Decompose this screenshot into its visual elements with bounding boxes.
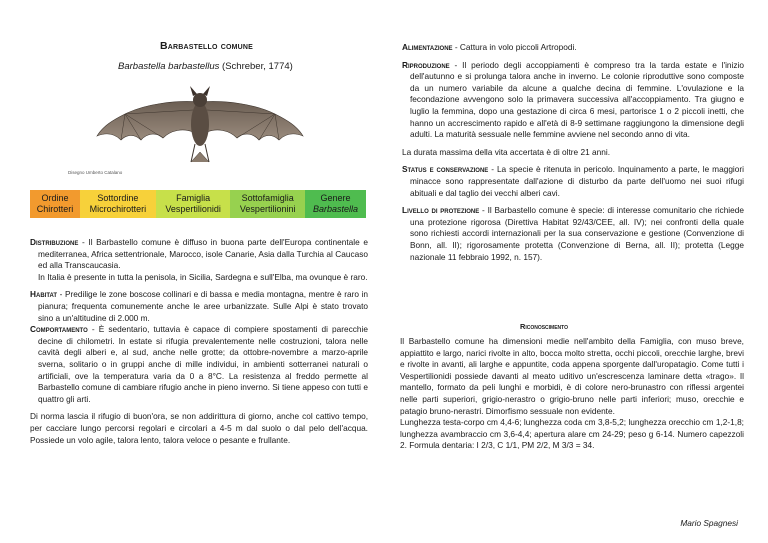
lifespan-paragraph: La durata massima della vita accertata è di oltre 21 anni. <box>402 146 610 157</box>
species-title: Barbastello comune <box>160 40 254 52</box>
section-label: Riproduzione <box>402 59 450 70</box>
section-text: - Il Barbastello comune è specie: di interesse comunitario che richiede una protezione rigorosa (Direttiva Habitat 92/43/CEE, all. IV); nei confronti della quale sono richiesti accordi internazionali per la sua conservazione e gestione (Convenzione di Bonn, all. II); rigorosamente protetta (Convenzione di Berna, all. II); protetta (Legge nazionale 11 febbraio 1992, n. 157). <box>410 205 744 262</box>
status-paragraph <box>402 164 744 199</box>
section-label: Livello di protezione <box>402 205 480 216</box>
behavior-paragraph-2: Di norma lascia il rifugio di buon'ora, se non addirittura di giorno, anche col cattivo tempo, per cacciare lungo percorsi regolari e circolari a 4-5 m dal suolo o dal pelo dell'acqua. Possiede un volo agile, talora lento, talora veloce o pesante e frullante. <box>30 411 368 445</box>
section-text: - Il Barbastello comune è diffuso in buona parte dell'Europa continentale e mediterranea, Africa settentrionale, Marocco, isole Canarie, Asia dalla Turchia al Caucaso ed alla Transcaucasia. <box>38 237 368 271</box>
reproduction-paragraph <box>402 60 744 141</box>
habitat-paragraph <box>30 289 368 324</box>
taxon-value: Vespertilionini <box>239 204 296 214</box>
section-text: In Italia è presente in tutta la penisola, in Sicilia, Sardegna e sull'Elba, ma ovunque è raro. <box>38 271 368 282</box>
recognition-section <box>400 336 744 452</box>
taxon-rank: Sottordine <box>97 193 139 203</box>
behavior-paragraph <box>30 324 368 405</box>
illustration-credit: Disegno Umberto Catalano <box>68 170 123 175</box>
taxon-value: Microchirotteri <box>89 204 147 214</box>
recognition-heading: Riconoscimento <box>520 322 569 331</box>
bat-illustration <box>95 80 305 170</box>
scientific-name <box>118 61 293 72</box>
taxon-ordine <box>30 190 80 218</box>
section-text: - Il periodo degli accoppiamenti è compreso tra la tarda estate e l'inizio dell'autunno e si prolunga talora anche in inverno. Le colonie riproduttive sono composte da un numero variabile da alcune a qualche decina di femmine. L'ovulazione e la fecondazione avvengono solo la primavera successiva all'accoppiamento. Tra giugno e luglio la femmina, dopo una gestazione di circa 6 mesi, partorisce 1 o 2 piccoli inetti, che hanno un accrescimento rapido e all'età di 8-9 settimane raggiungono la dimensione degli adulti. La maturità sessuale nelle femmine avviene nel secondo anno di vita. <box>410 59 744 140</box>
taxon-rank: Famiglia <box>176 193 211 203</box>
binomial-name: Barbastella barbastellus <box>118 61 220 72</box>
measurements-paragraph: Lunghezza testa-corpo cm 4,4-6; lunghezza coda cm 3,8-5,2; lunghezza orecchio cm 1,2-1,8; lunghezza avambraccio cm 3,6-4,4; apertura alare cm 24-29; peso g 6-14. Numero capezzoli 2. Formula dentaria: I 2/3, C 1/1, PM 2/2, M 3/3 = 34. <box>400 417 744 451</box>
taxon-value: Chirotteri <box>36 204 74 214</box>
right-column <box>402 42 744 263</box>
taxon-genere <box>305 190 366 218</box>
section-label: Status e conservazione <box>402 164 489 175</box>
taxon-sottofamiglia <box>230 190 305 218</box>
taxon-rank: Sottofamiglia <box>241 193 294 203</box>
section-label: Comportamento <box>30 324 88 335</box>
taxon-sottordine <box>80 190 156 218</box>
diet-paragraph <box>402 42 744 54</box>
section-label: Habitat <box>30 289 58 300</box>
section-text: - È sedentario, tuttavia è capace di compiere spostamenti di parecchie decine di chilometri. In estate si rifugia prevalentemente nelle costruzioni, talora nelle cavità degli alberi e, al sud, anche nelle grotte; da ottobre-novembre a marzo-aprile sverna, solitario o in gruppi anche di mille individui, in ambienti sotterranei naturali o artificiali, ove la temperatura varia da 0 a 8°C. La resistenza al freddo permette al Barbastello comune di cambiare rifugio anche in pieno inverno. Si tiene appeso con tutti e quattro gli arti. <box>38 324 368 404</box>
section-text: - La specie è ritenuta in pericolo. Inquinamento a parte, le maggiori minacce sono rappresentate dall'azione di disturbo da parte dell'uomo nei suoi rifugi abituali e dal taglio dei vecchi alberi cavi. <box>410 164 744 198</box>
taxon-rank: Genere <box>320 193 351 203</box>
authority: (Schreber, 1774) <box>222 61 293 72</box>
taxon-value: Vespertilionidi <box>165 204 221 214</box>
section-text: - Cattura in volo piccoli Artropodi. <box>452 42 577 52</box>
protection-paragraph <box>402 205 744 263</box>
taxon-famiglia <box>156 190 231 218</box>
recognition-paragraph: Il Barbastello comune ha dimensioni medie nell'ambito della Famiglia, con muso breve, appiattito e largo, narici rivolte in alto, bocca molto stretta, occhi piccoli, orecchie larghe, brevi e rivolte in avanti, ali larghe e appuntite, coda appena sporgente dall'uropatagio. Come tutti i Vespertilionidi possiede davanti al meato uditivo un'escrescenza laminare detta «trago». Il mantello, formato da peli lunghi e morbidi, è di colore nero-brunastro con riflessi argentei nelle parti superiori, grigio-nerastro o grigio-bruno nelle parti inferiori; muso, orecchie e patagio bruno-nerastri. Dimorfismo sessuale non evidente. <box>400 336 744 416</box>
distribution-paragraph <box>30 237 368 283</box>
section-text: - Predilige le zone boscose collinari e di bassa e media montagna, mentre è raro in pianura; frequenta comunemente anche le aree urbanizzate. Sulle Alpi è stato trovato sino a un'altitudine di 2.000 m. <box>38 289 368 323</box>
section-label: Alimentazione <box>402 42 453 52</box>
taxonomy-table <box>30 190 366 218</box>
left-column <box>30 237 368 446</box>
section-label: Distribuzione <box>30 237 79 247</box>
taxon-value: Barbastella <box>312 204 359 214</box>
taxon-rank: Ordine <box>41 193 69 203</box>
author-name: Mario Spagnesi <box>680 518 738 528</box>
